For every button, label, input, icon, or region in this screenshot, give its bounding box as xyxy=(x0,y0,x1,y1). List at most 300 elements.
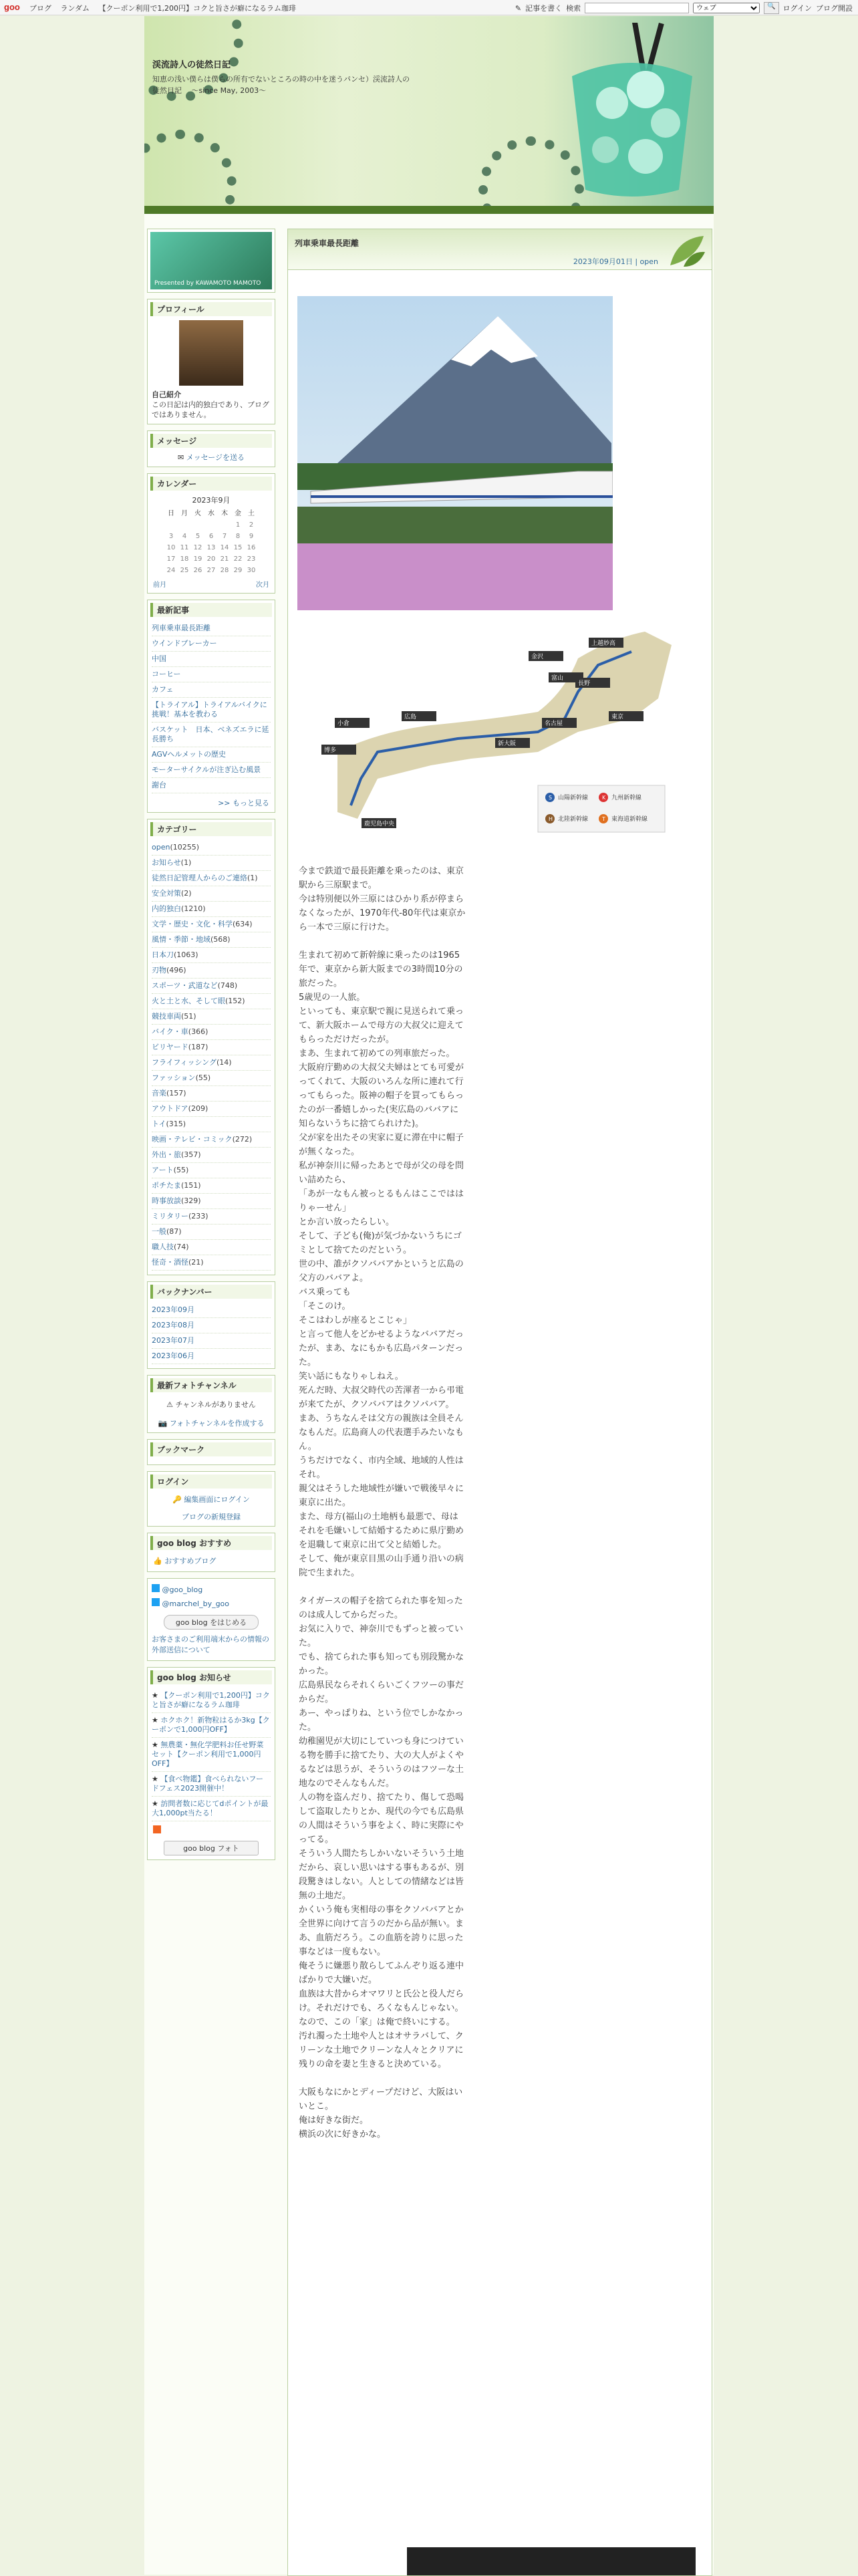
category-count: (315) xyxy=(166,1120,186,1128)
category-count: (1) xyxy=(180,858,192,867)
legend-tokaido: 東海道新幹線 xyxy=(611,816,648,823)
entry-body xyxy=(299,864,466,2142)
recent-more-link[interactable]: >> もっと見る xyxy=(218,799,269,807)
news-link[interactable]: 【クーポン利用で1,200円】コクと旨さが癖になるラム珈琲 xyxy=(152,1691,270,1709)
global-topbar xyxy=(0,0,858,15)
calendar-week xyxy=(164,542,258,553)
train-photo-2[interactable] xyxy=(407,2547,696,2576)
recent-item xyxy=(152,763,271,778)
calendar-day[interactable]: 17 xyxy=(166,555,176,563)
news-item xyxy=(152,1772,271,1797)
calendar-day[interactable]: 19 xyxy=(193,555,202,563)
city-label: 上越妙高 xyxy=(591,640,616,647)
topbar-right xyxy=(515,2,853,14)
star-icon: ★ xyxy=(152,1775,161,1783)
recent-item xyxy=(152,682,271,698)
entry-date[interactable]: 2023年09月01日 xyxy=(573,257,633,266)
entry-paragraph: 大阪もなにかとディープだけど、大阪はいいとこ。 xyxy=(299,2087,463,2111)
weekday: 金 xyxy=(235,510,241,517)
entry-paragraph xyxy=(299,1580,466,1594)
recent-entries-box xyxy=(147,600,275,813)
news-link[interactable]: 無農薬・無化学肥料お任せ野菜セット【クーポン利用で1,000円OFF】 xyxy=(152,1741,264,1768)
calendar-day[interactable]: 7 xyxy=(222,533,227,540)
category-count: (748) xyxy=(217,981,238,990)
backnumber-link[interactable]: 2023年09月 xyxy=(152,1305,194,1314)
city-label: 名古屋 xyxy=(545,721,563,727)
calendar-day[interactable]: 20 xyxy=(206,555,216,563)
entry-paragraph xyxy=(299,2071,466,2085)
entry-paragraph xyxy=(299,934,466,948)
category-count: (1) xyxy=(247,874,258,882)
open-blog-link[interactable]: ブログ開設 xyxy=(816,4,853,13)
calendar-prev-link[interactable]: 前月 xyxy=(153,582,166,589)
category-count: (1063) xyxy=(174,950,198,959)
calendar-day xyxy=(218,519,231,531)
recent-item xyxy=(152,698,271,723)
category-item xyxy=(152,1071,271,1086)
category-count: (357) xyxy=(181,1150,201,1159)
entry-header xyxy=(288,229,712,270)
entry-paragraph: 親父はそうした地域性が嫌いで戦後早々に東京に出た。 xyxy=(299,1484,464,1508)
news-heading: goo blog お知らせ xyxy=(150,1670,272,1684)
legend-hokuriku: 北陸新幹線 xyxy=(558,816,589,823)
calendar-day[interactable]: 3 xyxy=(168,533,174,540)
backnumber-item xyxy=(152,1349,271,1364)
backnumber-link[interactable]: 2023年08月 xyxy=(152,1321,194,1329)
category-item xyxy=(152,1132,271,1148)
category-item xyxy=(152,917,271,932)
category-link[interactable]: スポーツ・武道など xyxy=(152,981,218,990)
calendar-table xyxy=(164,505,258,576)
category-item xyxy=(152,1009,271,1025)
category-item xyxy=(152,1086,271,1102)
category-count: (496) xyxy=(166,966,186,975)
category-link[interactable]: 映画・テレビ・コミック xyxy=(152,1135,233,1144)
topbar-links xyxy=(29,3,303,13)
category-item xyxy=(152,1209,271,1225)
recent-heading: 最新記事 xyxy=(150,603,272,617)
category-count: (157) xyxy=(166,1089,186,1098)
entry-paragraph: まあ、生まれて初めての列車旅だった。 xyxy=(299,1049,455,1059)
topbar-link-blog[interactable]: ブログ xyxy=(29,4,51,13)
topbar-link-random[interactable]: ランダム xyxy=(60,4,90,13)
category-item xyxy=(152,963,271,979)
category-link[interactable]: 内的独白 xyxy=(152,904,181,913)
entry-paragraph: そして、俺が東京目黒の山手通り沿いの病院で生まれた。 xyxy=(299,1554,464,1578)
twitter-icon xyxy=(152,1598,160,1606)
category-link[interactable]: お知らせ xyxy=(152,858,181,867)
entry-paragraph: 笑い話にもなりゃしねえ。 xyxy=(299,1372,404,1382)
city-label: 鹿児島中央 xyxy=(364,821,395,827)
city-label: 金沢 xyxy=(531,654,544,660)
calendar-day[interactable]: 5 xyxy=(195,533,200,540)
entry-paragraph: まあ、うちなんそは父方の親族は全員そんなもんだ。広島商人の代表選手みたいなもん。 xyxy=(299,1414,464,1452)
category-item xyxy=(152,1194,271,1209)
calendar-week xyxy=(164,565,258,576)
category-item xyxy=(152,1240,271,1255)
warning-icon: ⚠ xyxy=(166,1400,174,1409)
category-count: (10255) xyxy=(170,843,200,852)
calendar-day xyxy=(204,519,218,531)
login-heading: ログイン xyxy=(150,1474,272,1489)
calendar-day[interactable]: 10 xyxy=(166,544,176,551)
backnumber-box xyxy=(147,1281,275,1369)
recent-item xyxy=(152,778,271,793)
privacy-link[interactable]: お客さまのご利用端末からの情報の外部送信について xyxy=(152,1635,269,1654)
new-blog-link[interactable]: ブログの新規登録 xyxy=(182,1513,241,1521)
backnumber-link[interactable]: 2023年06月 xyxy=(152,1351,194,1360)
profile-avatar[interactable] xyxy=(179,320,243,386)
recent-item-link[interactable]: 【トライアル】トライアルバイクに挑戦！基本を教わる xyxy=(152,700,267,719)
category-link[interactable]: 怪奇・酒怪 xyxy=(152,1258,188,1267)
entry-paragraph: 俺そうに嫌悪り散らしてふんぞり返る連中ばかりで大嫌いだ。 xyxy=(299,1961,464,1985)
recent-item xyxy=(152,723,271,747)
weekday: 火 xyxy=(194,510,201,517)
category-item xyxy=(152,1148,271,1163)
search-go-button[interactable]: 🔍 xyxy=(764,2,778,14)
recent-item xyxy=(152,621,271,636)
recommend-box xyxy=(147,1533,275,1572)
category-count: (366) xyxy=(188,1027,208,1036)
entry-paragraph: 父が家を出たその実家に夏に滞在中に帽子が無くなった。 xyxy=(299,1133,464,1157)
lace-ornament-icon xyxy=(144,130,237,214)
write-link[interactable]: 記事を書く xyxy=(525,4,563,13)
calendar-day[interactable]: 8 xyxy=(235,533,241,540)
profile-box xyxy=(147,299,275,424)
category-count: (151) xyxy=(181,1181,201,1190)
category-count: (568) xyxy=(210,935,231,944)
twitter-goo-link[interactable]: @goo_blog xyxy=(162,1585,203,1594)
recent-item xyxy=(152,652,271,667)
entry-paragraph: 世の中、誰がクソババアかというと広島の父方のババアよ。 xyxy=(299,1259,464,1283)
news-item xyxy=(152,1738,271,1772)
category-link[interactable]: アウトドア xyxy=(152,1104,188,1113)
calendar-day[interactable]: 15 xyxy=(233,544,243,551)
news-item xyxy=(152,1797,271,1821)
goo-logo[interactable]: goo xyxy=(4,2,20,12)
category-link[interactable]: 刃物 xyxy=(152,966,166,975)
edit-login-link[interactable]: 編集画面にログイン xyxy=(184,1495,250,1504)
category-link[interactable]: ファッション xyxy=(152,1073,196,1082)
weekday: 水 xyxy=(208,510,214,517)
category-item xyxy=(152,886,271,902)
entry-paragraph: なので、この「家」は俺で終いにする。 xyxy=(299,2017,455,2027)
news-list xyxy=(148,1688,275,1821)
key-icon: 🔑 xyxy=(172,1495,182,1504)
calendar-day[interactable]: 11 xyxy=(180,544,189,551)
star-icon: ★ xyxy=(152,1799,161,1808)
entry-paragraph: でも、捨てられた事も知っても別段驚かなかった。 xyxy=(299,1652,464,1676)
backnumber-item xyxy=(152,1303,271,1318)
category-count: (55) xyxy=(195,1073,211,1082)
entry-title[interactable]: 列車乗車最長距離 xyxy=(295,239,360,248)
calendar-day[interactable]: 27 xyxy=(206,567,216,574)
entry-paragraph: 今は特別便以外三原にはひかり系が停まらなくなったが、1970年代-80年代は東京から一本で三原に行けた。 xyxy=(299,894,466,932)
entry-paragraph: かくいう俺も実相母の事をクソババアとか全世界に向けて言うのだから品が無い。まあ、血筋だろう。この血筋を誇りに思った事などは一度もない。 xyxy=(299,1905,464,1957)
recent-item xyxy=(152,747,271,763)
category-link[interactable]: 文学・歴史・文化・科学 xyxy=(152,920,233,928)
category-item xyxy=(152,1178,271,1194)
entry-category[interactable]: open xyxy=(639,257,658,266)
calendar-week xyxy=(164,519,258,531)
category-link[interactable]: 外出・旅 xyxy=(152,1150,181,1159)
category-item xyxy=(152,1040,271,1055)
calendar-day[interactable]: 9 xyxy=(249,533,254,540)
entry-paragraph: 広島県民ならそれくらいごくフツーの事だからだ。 xyxy=(299,1680,464,1704)
calendar-day[interactable]: 13 xyxy=(206,544,216,551)
entry-paragraph: バス乗っても xyxy=(299,1287,351,1297)
weekday: 土 xyxy=(248,510,255,517)
entry-paragraph: 人の物を盗んだり、捨てたり、傷して恐喝して盗取したりとか、現代の今でも広島県の人間はそういう事をよく、時に実際にやってる。 xyxy=(299,1793,464,1845)
recent-item-link[interactable]: バスケット 日本、ベネズエラに延長勝ち xyxy=(152,725,269,743)
news-link[interactable]: ホクホク！新物粒はるか3kg【クーポンで1,000円OFF】 xyxy=(152,1716,270,1734)
category-link[interactable]: バイク・車 xyxy=(152,1027,188,1036)
entry-paragraph: 今まで鉄道で最長距離を乗ったのは、東京駅から三原駅まで。 xyxy=(299,866,464,890)
bookmark-box xyxy=(147,1439,275,1465)
entry xyxy=(287,229,712,2576)
photochannel-heading: 最新フォトチャンネル xyxy=(150,1378,272,1392)
category-item xyxy=(152,948,271,963)
twitter-marchel-link[interactable]: @marchel_by_goo xyxy=(162,1599,230,1608)
rss-icon[interactable] xyxy=(153,1825,161,1833)
category-count: (187) xyxy=(188,1043,208,1051)
backnumber-link[interactable]: 2023年07月 xyxy=(152,1336,194,1345)
news-link[interactable]: 訪問者数に応じてdポイントが最大1,000pt当たる！ xyxy=(152,1799,269,1817)
category-link[interactable]: 競技車両 xyxy=(152,1012,181,1021)
calendar-day[interactable]: 12 xyxy=(193,544,202,551)
calendar-day[interactable]: 23 xyxy=(247,555,256,563)
thumb-icon: 👍 xyxy=(153,1557,162,1565)
recent-list xyxy=(148,621,275,793)
calendar-day[interactable]: 24 xyxy=(166,567,176,574)
entry-paragraph: といっても、東京駅で親に見送られて乗って、新大阪ホームで母方の大叔父に迎えてもらっただけだったが。 xyxy=(299,1007,464,1045)
shinkansen-fuji-photo[interactable] xyxy=(297,296,613,610)
star-icon: ★ xyxy=(152,1741,161,1749)
category-item xyxy=(152,902,271,917)
news-box xyxy=(147,1667,275,1860)
news-link[interactable]: 【食べ物鑑】食べられないフードフェス2023開催中！ xyxy=(152,1775,264,1793)
login-box xyxy=(147,1471,275,1527)
login-link[interactable]: ログイン xyxy=(782,4,812,13)
photochannel-box xyxy=(147,1375,275,1433)
entry-paragraph: 私が神奈川に帰ったあとで母が父の母を問い詰めたら、 xyxy=(299,1161,464,1185)
category-link[interactable]: 時事放談 xyxy=(152,1196,181,1205)
category-count: (233) xyxy=(188,1212,208,1220)
city-label: 広島 xyxy=(404,714,417,721)
entry-paragraph: 血族は大昔からオマワリと氏公と役人だらけ。それだけでも、ろくなもんじゃない。 xyxy=(299,1989,464,2013)
category-link[interactable]: 火と土と水、そして眼 xyxy=(152,997,225,1005)
recent-item-link[interactable]: 謝台 xyxy=(152,781,166,789)
category-link[interactable]: トイ xyxy=(152,1120,166,1128)
calendar-week xyxy=(164,531,258,542)
backnumber-heading: バックナンバー xyxy=(150,1285,272,1299)
banner-text: Presented by KAWAMOTO MAMOTO xyxy=(154,280,261,287)
category-link[interactable]: 風情・季節・地域 xyxy=(152,935,210,944)
entry-paragraph: 「そこのけ。 xyxy=(299,1301,351,1311)
calendar-day[interactable]: 16 xyxy=(247,544,256,551)
legend-badge: S xyxy=(549,795,553,801)
calendar-day[interactable]: 25 xyxy=(180,567,189,574)
category-count: (21) xyxy=(188,1258,204,1267)
blog-header xyxy=(144,16,714,214)
entry-paragraph: 生まれて初めて新幹線に乗ったのは1965年で、東京から新大阪までの3時間10分の旅だった。 xyxy=(299,950,463,989)
sidebar xyxy=(147,229,275,1866)
category-link[interactable]: 一般 xyxy=(152,1227,166,1236)
search-scope-select[interactable] xyxy=(693,3,760,13)
category-link[interactable]: ポチたま xyxy=(152,1181,181,1190)
backnumber-item xyxy=(152,1318,271,1333)
category-count: (1210) xyxy=(181,904,206,913)
calendar-day[interactable]: 26 xyxy=(193,567,202,574)
message-heading: メッセージ xyxy=(150,434,272,448)
blog-title[interactable]: 渓流詩人の徒然日記 xyxy=(152,60,231,70)
news-item xyxy=(152,1713,271,1738)
goo-photo-button[interactable]: goo blog フォト xyxy=(164,1841,259,1855)
category-count: (329) xyxy=(181,1196,201,1205)
category-heading: カテゴリー xyxy=(150,822,272,836)
entry-paragraph: 大阪府庁勤めの大叔父夫婦はとても可愛がってくれて、大阪のいろんな所に連れて行ってもらった。阪神の帽子を買ってもらったのが一番嬉しかった(実広島のババアに知らないうちに捨てられけた)。 xyxy=(299,1063,464,1129)
entry-paragraph: 「あが一なもん被っとるもんはここでははりゃーせん」 xyxy=(299,1189,464,1213)
entry-meta: 2023年09月01日 | open xyxy=(573,257,658,266)
city-label: 東京 xyxy=(611,714,624,721)
category-list xyxy=(148,840,275,1271)
category-count: (209) xyxy=(188,1104,208,1113)
weekday: 日 xyxy=(168,510,174,517)
calendar-day[interactable]: 1 xyxy=(235,521,241,529)
calendar-day[interactable]: 2 xyxy=(249,521,254,529)
category-item xyxy=(152,871,271,886)
category-link[interactable]: 職人技 xyxy=(152,1243,174,1251)
category-link[interactable]: 徒然日記管理人からのご連絡 xyxy=(152,874,247,882)
recent-item xyxy=(152,667,271,682)
category-item xyxy=(152,840,271,856)
calendar-day[interactable]: 30 xyxy=(247,567,256,574)
entry-paragraph: 横浜の次に好きかな。 xyxy=(299,2130,386,2140)
recent-item xyxy=(152,636,271,652)
category-item xyxy=(152,1102,271,1117)
entry-paragraph: そこはわしが座るとこじゃ」 xyxy=(299,1315,412,1325)
category-item xyxy=(152,1163,271,1178)
category-link[interactable]: 安全対策 xyxy=(152,889,181,898)
calendar-day[interactable]: 6 xyxy=(208,533,214,540)
recent-item-link[interactable]: 列車乗車最長距離 xyxy=(152,624,210,632)
weekday: 月 xyxy=(181,510,188,517)
recent-item-link[interactable]: 中国 xyxy=(152,654,166,663)
calendar-day[interactable]: 14 xyxy=(220,544,229,551)
calendar-body xyxy=(164,519,258,576)
search-input[interactable] xyxy=(585,3,689,13)
category-link[interactable]: フライフィッシング xyxy=(152,1058,217,1067)
recent-item-link[interactable]: ウインドブレーカー xyxy=(152,639,217,648)
category-count: (634) xyxy=(233,920,253,928)
entry-paragraph: 幼稚園児が大切にしていつも身につけている物を勝手に捨てたり、大の大人がよくやるなどは思うが、そういうのはフツーな土地なのでそんなもんだ。 xyxy=(299,1736,464,1789)
entry-paragraph: また、母方(福山の土地柄も最悪で、母はそれを毛嫌いして結婚するために県庁勤めを退職して東京に出て父と結婚した。 xyxy=(299,1512,464,1550)
category-count: (272) xyxy=(232,1135,253,1144)
category-count: (2) xyxy=(181,889,192,898)
calendar-day[interactable]: 28 xyxy=(220,567,229,574)
legend-badge: H xyxy=(549,816,553,822)
entry-paragraph: そして、子ども(俺)が気づかないうちにゴミとして捨てたのだという。 xyxy=(299,1231,462,1255)
recent-item-link[interactable]: コーヒー xyxy=(152,670,181,678)
photochannel-create-link[interactable]: フォトチャンネルを作成する xyxy=(169,1419,265,1428)
category-link[interactable]: ミリタリー xyxy=(152,1212,188,1220)
entry-paragraph: と言って他人をどかせるようなババアだったが、まあ、なにもかも広島パターンだった。 xyxy=(299,1329,464,1368)
category-link[interactable]: 音楽 xyxy=(152,1089,166,1098)
category-item xyxy=(152,979,271,994)
recommend-link[interactable]: おすすめブログ xyxy=(164,1557,217,1565)
category-count: (55) xyxy=(173,1166,189,1174)
entry-paragraph: 汚れ濁った土地や人とはオサラバして、クリーンな土地でクリーンな人々とクリアに残りの命を妻と生きると決めている。 xyxy=(299,2031,464,2069)
recent-item-link[interactable]: モーターサイクルが注ぎ込む風景 xyxy=(152,765,261,774)
category-count: (74) xyxy=(174,1243,189,1251)
social-box xyxy=(147,1578,275,1661)
entry-paragraph: あー、やっぱりね、という位でしかなかった。 xyxy=(299,1708,464,1732)
sidebar-banner xyxy=(147,229,275,293)
category-item xyxy=(152,1025,271,1040)
entry-paragraph: 死んだ時、大叔父時代の苦渾者一から弔電が来てたが、クソババアはクソババア。 xyxy=(299,1386,464,1410)
entry-paragraph: とか言い放ったらしい。 xyxy=(299,1217,395,1227)
category-box xyxy=(147,819,275,1275)
calendar-day xyxy=(164,519,178,531)
entry-paragraph: 5歳児の一人旅。 xyxy=(299,993,366,1003)
cream-soda-image xyxy=(559,23,706,203)
message-link[interactable]: メッセージを送る xyxy=(186,453,245,462)
calendar-day[interactable]: 4 xyxy=(182,533,187,540)
recent-item-link[interactable]: AGVヘルメットの歴史 xyxy=(152,750,227,759)
category-item xyxy=(152,1117,271,1132)
weekday: 木 xyxy=(221,510,228,517)
category-count: (14) xyxy=(216,1058,232,1067)
message-box xyxy=(147,430,275,467)
header-band xyxy=(144,206,714,214)
calendar-day[interactable]: 21 xyxy=(220,555,229,563)
legend-badge: K xyxy=(602,795,606,801)
calendar-next-link[interactable]: 次月 xyxy=(256,582,269,589)
category-item xyxy=(152,856,271,871)
city-label: 長野 xyxy=(578,680,591,687)
calendar-day[interactable]: 29 xyxy=(233,567,243,574)
category-link[interactable]: アート xyxy=(152,1166,174,1174)
calendar-day xyxy=(178,519,191,531)
twitter-icon xyxy=(152,1584,160,1592)
category-link[interactable]: 日本刀 xyxy=(152,950,174,959)
star-icon: ★ xyxy=(152,1691,161,1700)
profile-heading: プロフィール xyxy=(150,302,272,316)
legend-kyushu: 九州新幹線 xyxy=(611,795,642,801)
star-icon: ★ xyxy=(152,1716,161,1724)
category-item xyxy=(152,932,271,948)
photochannel-none: チャンネルがありません xyxy=(175,1400,256,1409)
calendar-day[interactable]: 22 xyxy=(233,555,243,563)
category-link[interactable]: ビリヤード xyxy=(152,1043,188,1051)
category-item xyxy=(152,1225,271,1240)
topbar-link-ad[interactable]: 【クーポン利用で1,200円】コクと旨さが癖になるラム珈琲 xyxy=(98,4,296,13)
calendar-day[interactable]: 18 xyxy=(180,555,189,563)
category-count: (152) xyxy=(225,997,245,1005)
category-count: (87) xyxy=(166,1227,182,1236)
backnumber-item xyxy=(152,1333,271,1349)
news-item xyxy=(152,1688,271,1713)
category-count: (51) xyxy=(181,1012,196,1021)
entry-paragraph: うちだけでなく、市内全域、地域的人性はそれ。 xyxy=(299,1456,464,1480)
search-label: 検索 xyxy=(566,4,581,13)
banner-image[interactable] xyxy=(150,232,272,289)
calendar-box xyxy=(147,473,275,594)
start-blog-button[interactable]: goo blog をはじめる xyxy=(164,1615,259,1630)
recent-item-link[interactable]: カフェ xyxy=(152,685,174,694)
city-label: 博多 xyxy=(324,747,337,754)
category-link[interactable]: open xyxy=(152,843,170,852)
